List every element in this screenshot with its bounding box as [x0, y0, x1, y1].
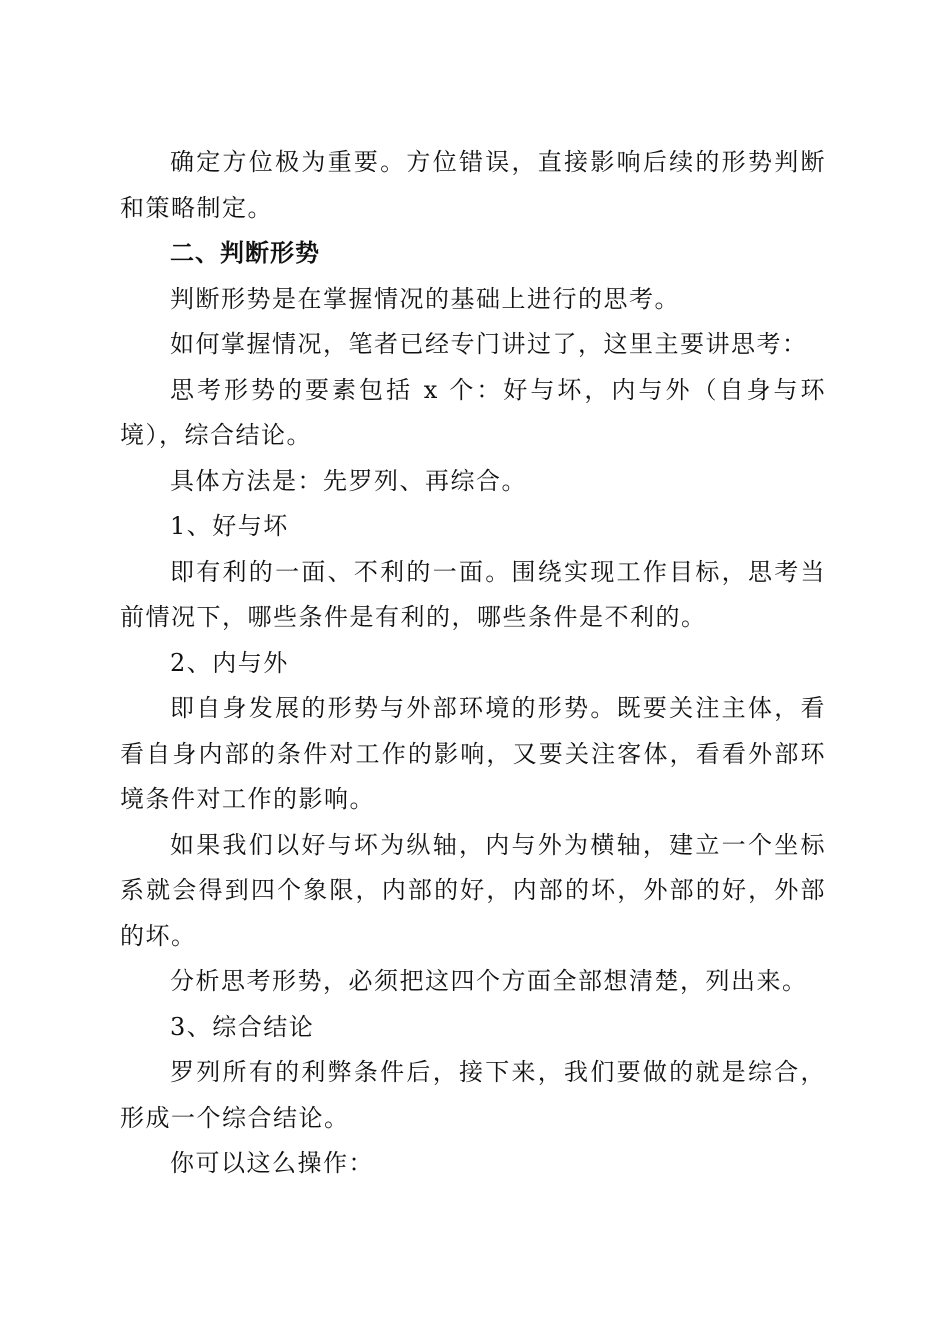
paragraph: 即有利的一面、不利的一面。围绕实现工作目标，思考当前情况下，哪些条件是有利的，哪些条件是不利的。: [120, 557, 826, 631]
subsection-title: 2、内与外: [170, 648, 289, 677]
paragraph: 即自身发展的形势与外部环境的形势。既要关注主体，看看自身内部的条件对工作的影响，又要关注客体，看看外部环境条件对工作的影响。: [120, 694, 826, 813]
paragraph: 具体方法是：先罗列、再综合。: [170, 466, 527, 495]
paragraph: 你可以这么操作：: [170, 1149, 374, 1177]
paragraph: 如果我们以好与坏为纵轴，内与外为横轴，建立一个坐标系就会得到四个象限，内部的好，内部的坏，外部的好，外部的坏。: [120, 830, 826, 950]
subsection-title: 1、好与坏: [170, 512, 289, 540]
paragraph: 确定方位极为重要。方位错误，直接影响后续的形势判断和策略制定。: [120, 148, 826, 222]
paragraph: 分析思考形势，必须把这四个方面全部想清楚，列出来。: [170, 967, 808, 995]
paragraph: 思考形势的要素包括 x 个：好与坏，内与外（自身与环境），综合结论。: [120, 375, 826, 449]
paragraph: 如何掌握情况，笔者已经专门讲过了，这里主要讲思考：: [170, 330, 808, 358]
paragraph: 判断形势是在掌握情况的基础上进行的思考。: [170, 284, 680, 313]
paragraph: 罗列所有的利弊条件后，接下来，我们要做的就是综合，形成一个综合结论。: [120, 1058, 826, 1132]
subsection-title: 3、综合结论: [170, 1012, 315, 1041]
section-heading: 二、判断形势: [170, 239, 320, 267]
document-body: [120, 140, 826, 1187]
